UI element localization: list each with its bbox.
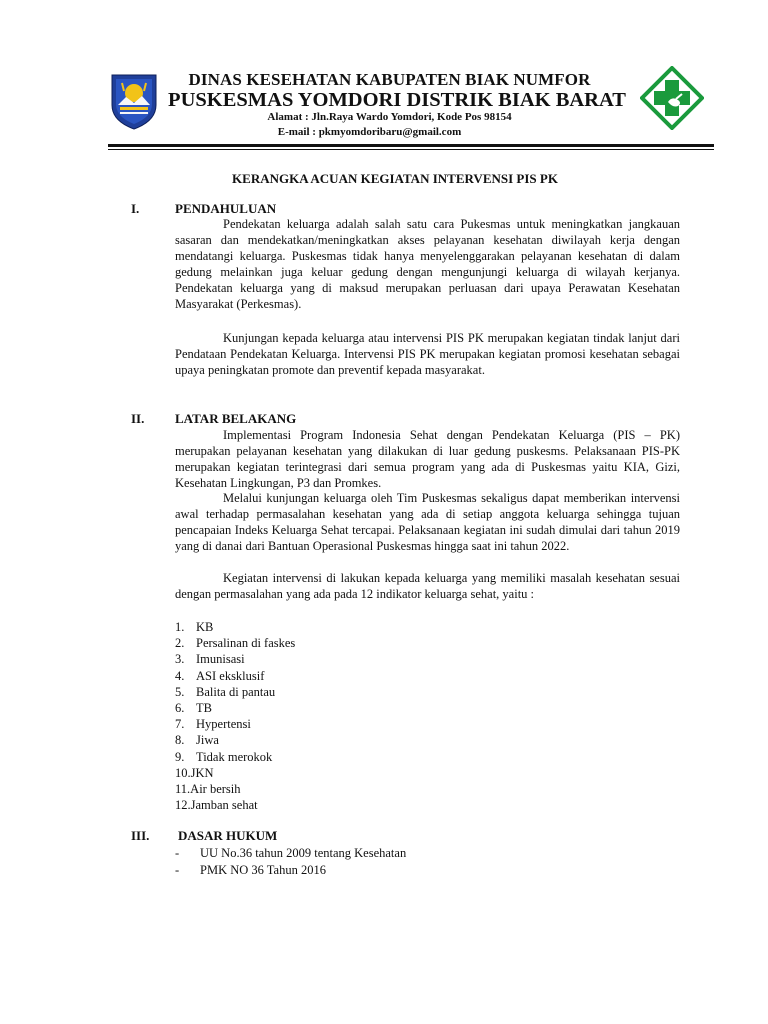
- list-number: 2.: [175, 636, 185, 651]
- list-label: Tidak merokok: [196, 749, 273, 764]
- puskesmas-cross-icon: [640, 66, 704, 130]
- section-number: I.: [131, 201, 140, 216]
- paragraph: Melalui kunjungan keluarga oleh Tim Puskesmas sekaligus dapat memberikan intervensi awal terhadap permasalahan kesehatan yang ada di setiap anggota keluarga sehingga tujuan pencapaian Indeks Keluarga Sehat tercapai. Pelaksanaan kegiatan ini sudah dimulai dari tahun 2019 yang di danai dari Bantuan Operasional Puskesmas hingga saat ini tahun 2022.: [175, 491, 680, 553]
- list-number: 9.: [175, 749, 185, 764]
- list-label: Balita di pantau: [196, 684, 276, 699]
- letterhead-puskesmas: PUSKESMAS YOMDORI DISTRIK BIAK BARAT: [168, 89, 626, 111]
- list-item: [175, 700, 295, 716]
- paragraph: Pendekatan keluarga adalah salah satu cara Pukesmas untuk meningkatkan jangkauan sasaran dan mendekatkan/meningkatkan akses pelayanan kesehatan diwilayah kerja dengan mendatangi keluarga. Puskesmas tidak hanya menyelenggarakan pelayanan kesehatan di dalam gedung melainkan juga keluar gedung dengan mengunjungi keluarga di wilayah kerjanya. Pendekatan keluarga yang di maksud merupakan perluasan dari upaya Perawatan Kesehatan Masyarakat (Perkesmas).: [175, 217, 680, 311]
- list-label: PMK NO 36 Tahun 2016: [200, 863, 326, 877]
- list-number: 10.: [175, 765, 191, 780]
- list-item: [175, 716, 295, 732]
- letterhead-rule-thick: [108, 144, 714, 147]
- paragraph: Implementasi Program Indonesia Sehat dengan Pendekatan Keluarga (PIS – PK) merupakan pelayanan kesehatan yang dilakukan di luar gedung puskesms. Pelaksanaan PIS-PK merupakan kegiatan terintegrasi dari semua program yang ada di Puskesmas yaitu KIA, Gizi, Kesehatan Lingkungan, P3 dan Promkes.: [175, 428, 680, 490]
- list-item: [175, 668, 295, 684]
- list-label: UU No.36 tahun 2009 tentang Kesehatan: [200, 846, 407, 860]
- legal-basis-list: [175, 845, 406, 879]
- list-item: [175, 781, 295, 797]
- list-label: Persalinan di faskes: [196, 636, 296, 651]
- letterhead-email: E-mail : pkmyomdoribaru@gmail.com: [277, 126, 462, 138]
- list-bullet: -: [175, 846, 180, 860]
- list-label: KB: [196, 620, 214, 634]
- list-number: 3.: [175, 652, 185, 667]
- list-number: 7.: [175, 717, 185, 732]
- list-label: Jamban sehat: [190, 798, 258, 813]
- letterhead-address: Alamat : Jln.Raya Wardo Yomdori, Kode Pos 98154: [267, 111, 512, 123]
- list-label: Imunisasi: [196, 652, 245, 667]
- list-item: [175, 732, 295, 748]
- list-label: JKN: [190, 765, 214, 780]
- regency-emblem-icon: [104, 71, 164, 131]
- list-number: 11.: [175, 782, 191, 797]
- list-label: ASI eksklusif: [196, 668, 265, 683]
- list-item: [175, 862, 406, 879]
- indicator-list: [175, 619, 295, 813]
- paragraph: Kunjungan kepada keluarga atau intervensi PIS PK merupakan kegiatan tindak lanjut dari Pendataan Pendekatan Keluarga. Intervensi PIS PK merupakan kegiatan promosi kesehatan sebagai upaya peningkatan promote dan preventif kepada masyarakat.: [175, 331, 680, 377]
- list-item: [175, 651, 295, 667]
- list-number: 4.: [175, 668, 185, 683]
- section-heading: PENDAHULUAN: [175, 201, 277, 216]
- section-heading: LATAR BELAKANG: [175, 411, 297, 426]
- list-item: [175, 765, 295, 781]
- list-number: 5.: [175, 684, 185, 699]
- list-item: [175, 684, 295, 700]
- list-number: 12.: [175, 798, 191, 813]
- letterhead-rule-thin: [108, 149, 714, 150]
- list-label: Jiwa: [196, 733, 219, 748]
- list-label: Air bersih: [190, 782, 241, 797]
- list-label: Hypertensi: [196, 717, 251, 732]
- list-item: [175, 797, 295, 813]
- list-item: [175, 749, 295, 765]
- list-label: TB: [196, 701, 212, 716]
- list-number: 8.: [175, 733, 185, 748]
- section-number: II.: [131, 411, 145, 426]
- list-number: 6.: [175, 701, 185, 716]
- section-heading: DASAR HUKUM: [178, 828, 278, 843]
- list-item: [175, 635, 295, 651]
- letterhead-agency: DINAS KESEHATAN KABUPATEN BIAK NUMFOR: [188, 70, 591, 89]
- section-number: III.: [131, 828, 150, 843]
- document-title: KERANGKA ACUAN KEGIATAN INTERVENSI PIS PK: [232, 171, 558, 186]
- list-bullet: -: [175, 863, 180, 877]
- list-item: [175, 619, 295, 635]
- paragraph: Kegiatan intervensi di lakukan kepada keluarga yang memiliki masalah kesehatan sesuai dengan permasalahan yang ada pada 12 indikator keluarga sehat, yaitu :: [175, 571, 680, 601]
- list-item: [175, 845, 406, 862]
- list-number: 1.: [175, 620, 185, 634]
